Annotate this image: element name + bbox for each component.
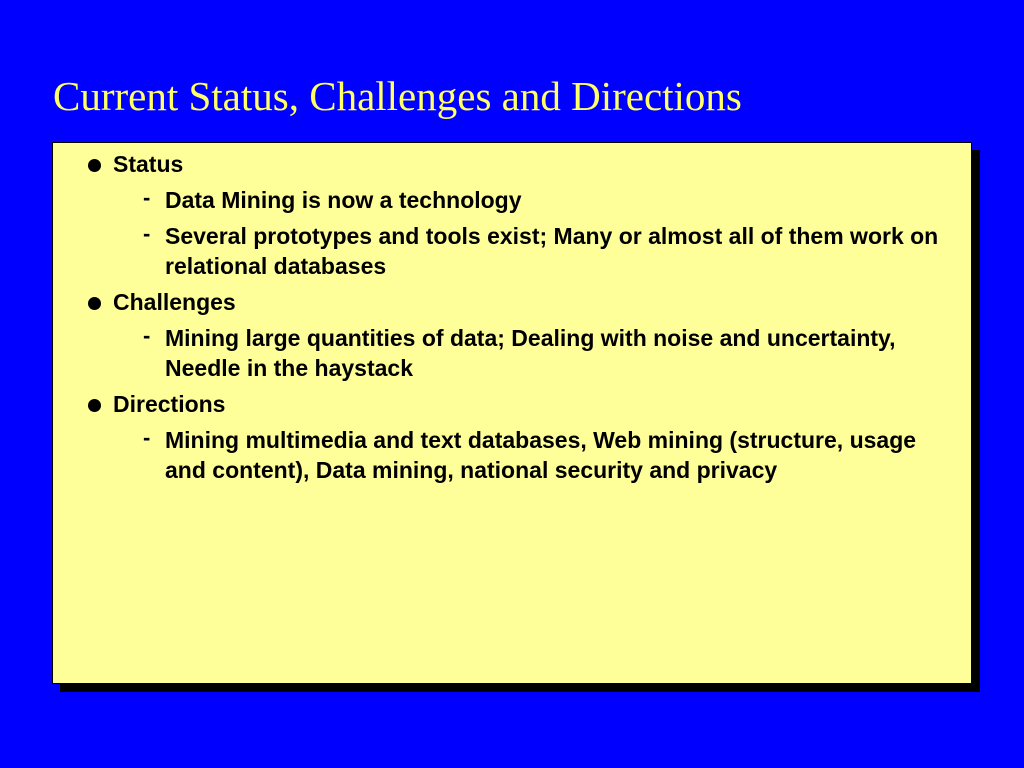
bullet-dot-icon <box>88 297 101 310</box>
bullet-label: Challenges <box>113 289 236 315</box>
bullet-directions <box>53 389 971 485</box>
sub-item-text: Data Mining is now a technology <box>165 187 522 213</box>
bullet-status <box>53 149 971 281</box>
sub-item <box>113 323 971 383</box>
bullet-dot-icon <box>88 159 101 172</box>
dash-marker: - <box>143 323 151 348</box>
sub-item-text: Mining multimedia and text databases, Web mining (structure, usage and content), Data mining, national security and privacy <box>165 427 917 483</box>
sub-list <box>113 323 971 383</box>
bullet-dot-icon <box>88 399 101 412</box>
sub-item-text: Several prototypes and tools exist; Many or almost all of them work on relational databases <box>165 223 939 279</box>
bullet-challenges <box>53 287 971 383</box>
dash-marker: - <box>143 221 151 246</box>
content-box <box>52 142 972 684</box>
sub-list <box>113 185 971 281</box>
sub-item-text: Mining large quantities of data; Dealing with noise and uncertainty, Needle in the haystack <box>165 325 896 381</box>
sub-list <box>113 425 971 485</box>
sub-item <box>113 425 971 485</box>
dash-marker: - <box>143 425 151 450</box>
bullet-label: Status <box>113 151 184 177</box>
slide-title: Current Status, Challenges and Directions <box>53 73 742 119</box>
bullet-list <box>53 149 971 491</box>
sub-item <box>113 185 971 215</box>
bullet-label: Directions <box>113 391 226 417</box>
dash-marker: - <box>143 185 151 210</box>
sub-item <box>113 221 971 281</box>
